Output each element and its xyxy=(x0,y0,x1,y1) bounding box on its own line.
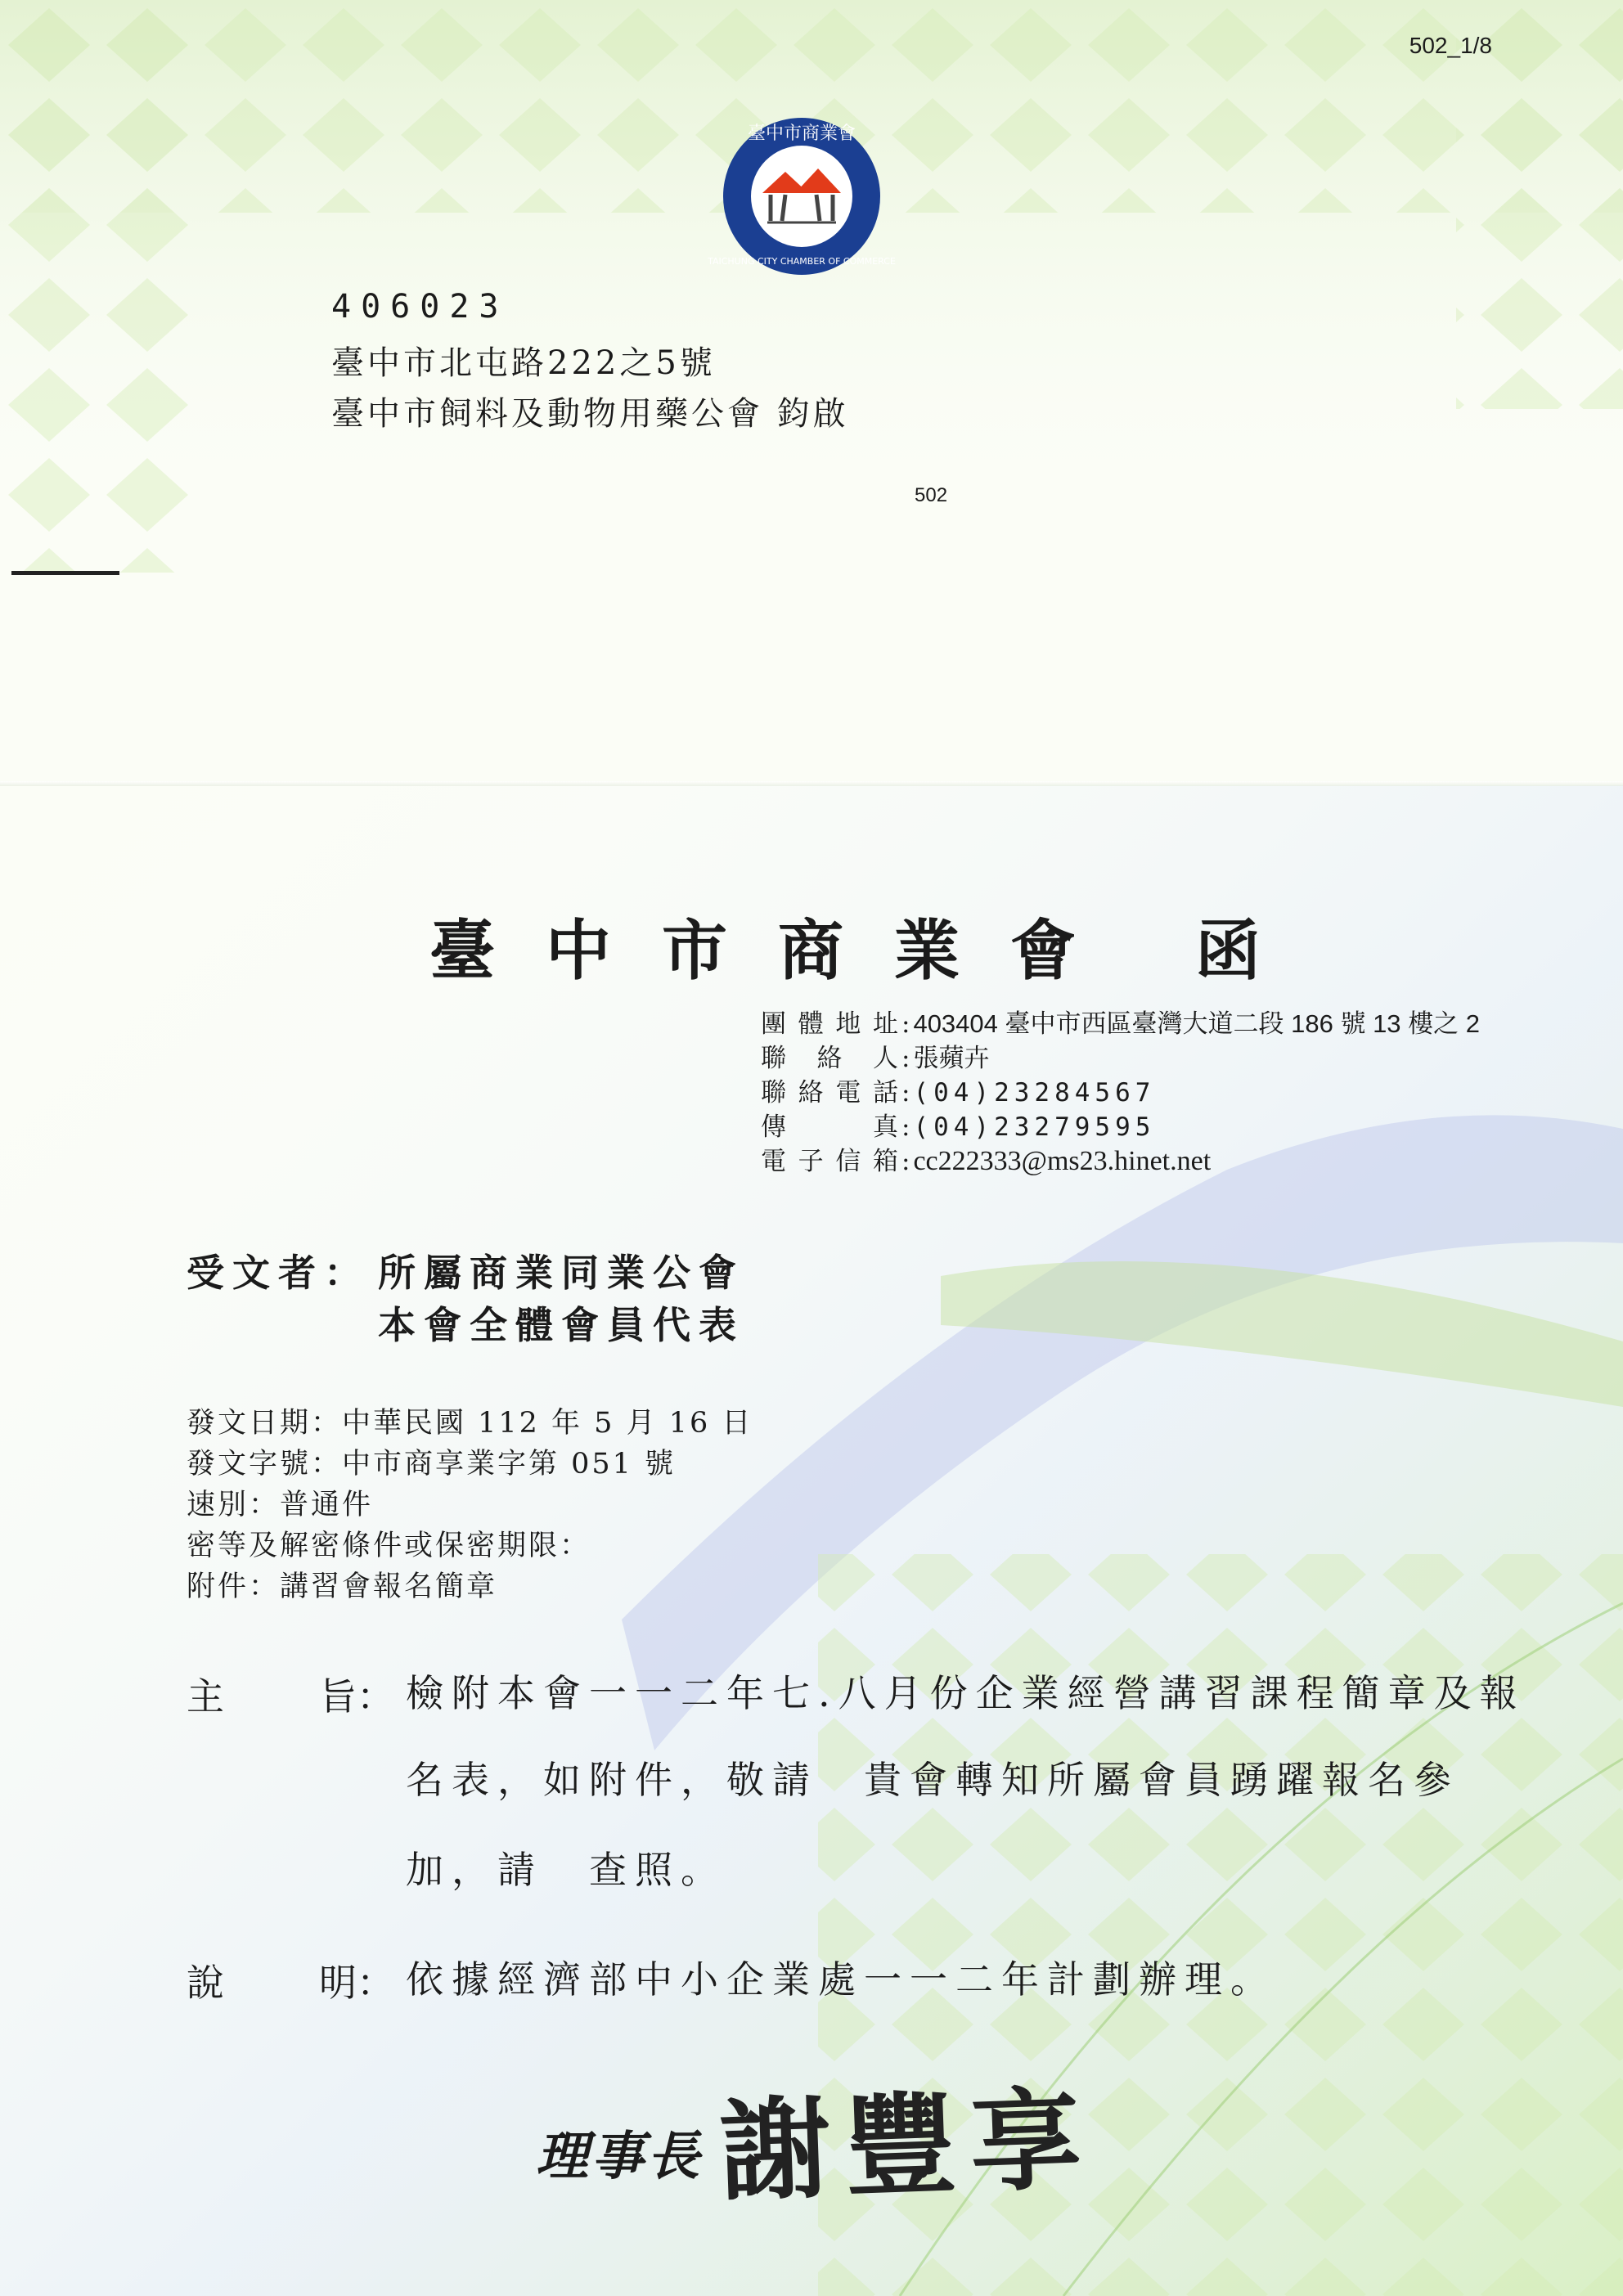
logo-text-bottom: TAICHUNG CITY CHAMBER OF COMMERCE xyxy=(708,256,896,267)
chamber-logo xyxy=(708,115,896,278)
fold-line xyxy=(0,781,1623,786)
contact-phone: 聯絡電話 : (04)23284567 xyxy=(761,1078,1156,1108)
recipient-address: 臺中市北屯路222之5號 xyxy=(331,344,716,382)
subject-line-2: 名表，如附件，敬請 貴會轉知所屬會員踴躍報名參 xyxy=(406,1758,1459,1802)
recipient-2: 本會全體會員代表 xyxy=(378,1303,744,1347)
signature-name: 謝豐享 xyxy=(717,2074,1099,2217)
explain-line: 依據經濟部中小企業處一一二年計劃辦理。 xyxy=(406,1957,1276,2002)
subject-line-3: 加，請 查照。 xyxy=(406,1848,726,1892)
contact-address: 團體地址 : 403404 臺中市西區臺灣大道二段 186 號 13 樓之 2 xyxy=(761,1009,1481,1039)
issue-number: 發文字號：中市商享業字第 051 號 xyxy=(187,1448,677,1480)
letter-title-text: 臺中市商業會 xyxy=(429,912,1126,989)
divider-rule xyxy=(11,571,119,575)
letter-title xyxy=(429,898,1311,992)
page-number: 502_1/8 xyxy=(1409,33,1492,58)
letter-title-suffix: 函 xyxy=(1195,912,1311,989)
explain-label-1: 說 xyxy=(187,1961,224,2005)
subject-label-1: 主 xyxy=(187,1674,224,1719)
subject-label-2: 旨： xyxy=(319,1674,394,1719)
contact-person: 聯絡人 : 張蘋卉 xyxy=(761,1044,990,1073)
issue-date: 發文日期：中華民國 112 年 5 月 16 日 xyxy=(187,1407,753,1440)
recipient-1: 所屬商業同業公會 xyxy=(378,1251,744,1295)
subject-line-1: 檢附本會一一二年七.八月份企業經營講習課程簡章及報 xyxy=(406,1671,1526,1715)
attachment: 附件：講習會報名簡章 xyxy=(187,1570,498,1603)
speed-class: 速別：普通件 xyxy=(187,1489,374,1521)
contact-fax: 傳真 : (04)23279595 xyxy=(761,1112,1156,1142)
envelope-recipient: 臺中市飼料及動物用藥公會 鈞啟 xyxy=(331,395,849,433)
recipients-label: 受文者： xyxy=(187,1251,370,1295)
postal-code: 406023 xyxy=(331,288,509,326)
classification: 密等及解密條件或保密期限： xyxy=(187,1530,591,1562)
envelope-code: 502 xyxy=(915,484,948,506)
logo-text-top: 臺中市商業會 xyxy=(747,124,856,144)
contact-email: 電子信箱 : cc222333@ms23.hinet.net xyxy=(761,1146,1212,1176)
signature-title: 理事長 xyxy=(536,2126,703,2187)
explain-label-2: 明： xyxy=(319,1961,394,2005)
